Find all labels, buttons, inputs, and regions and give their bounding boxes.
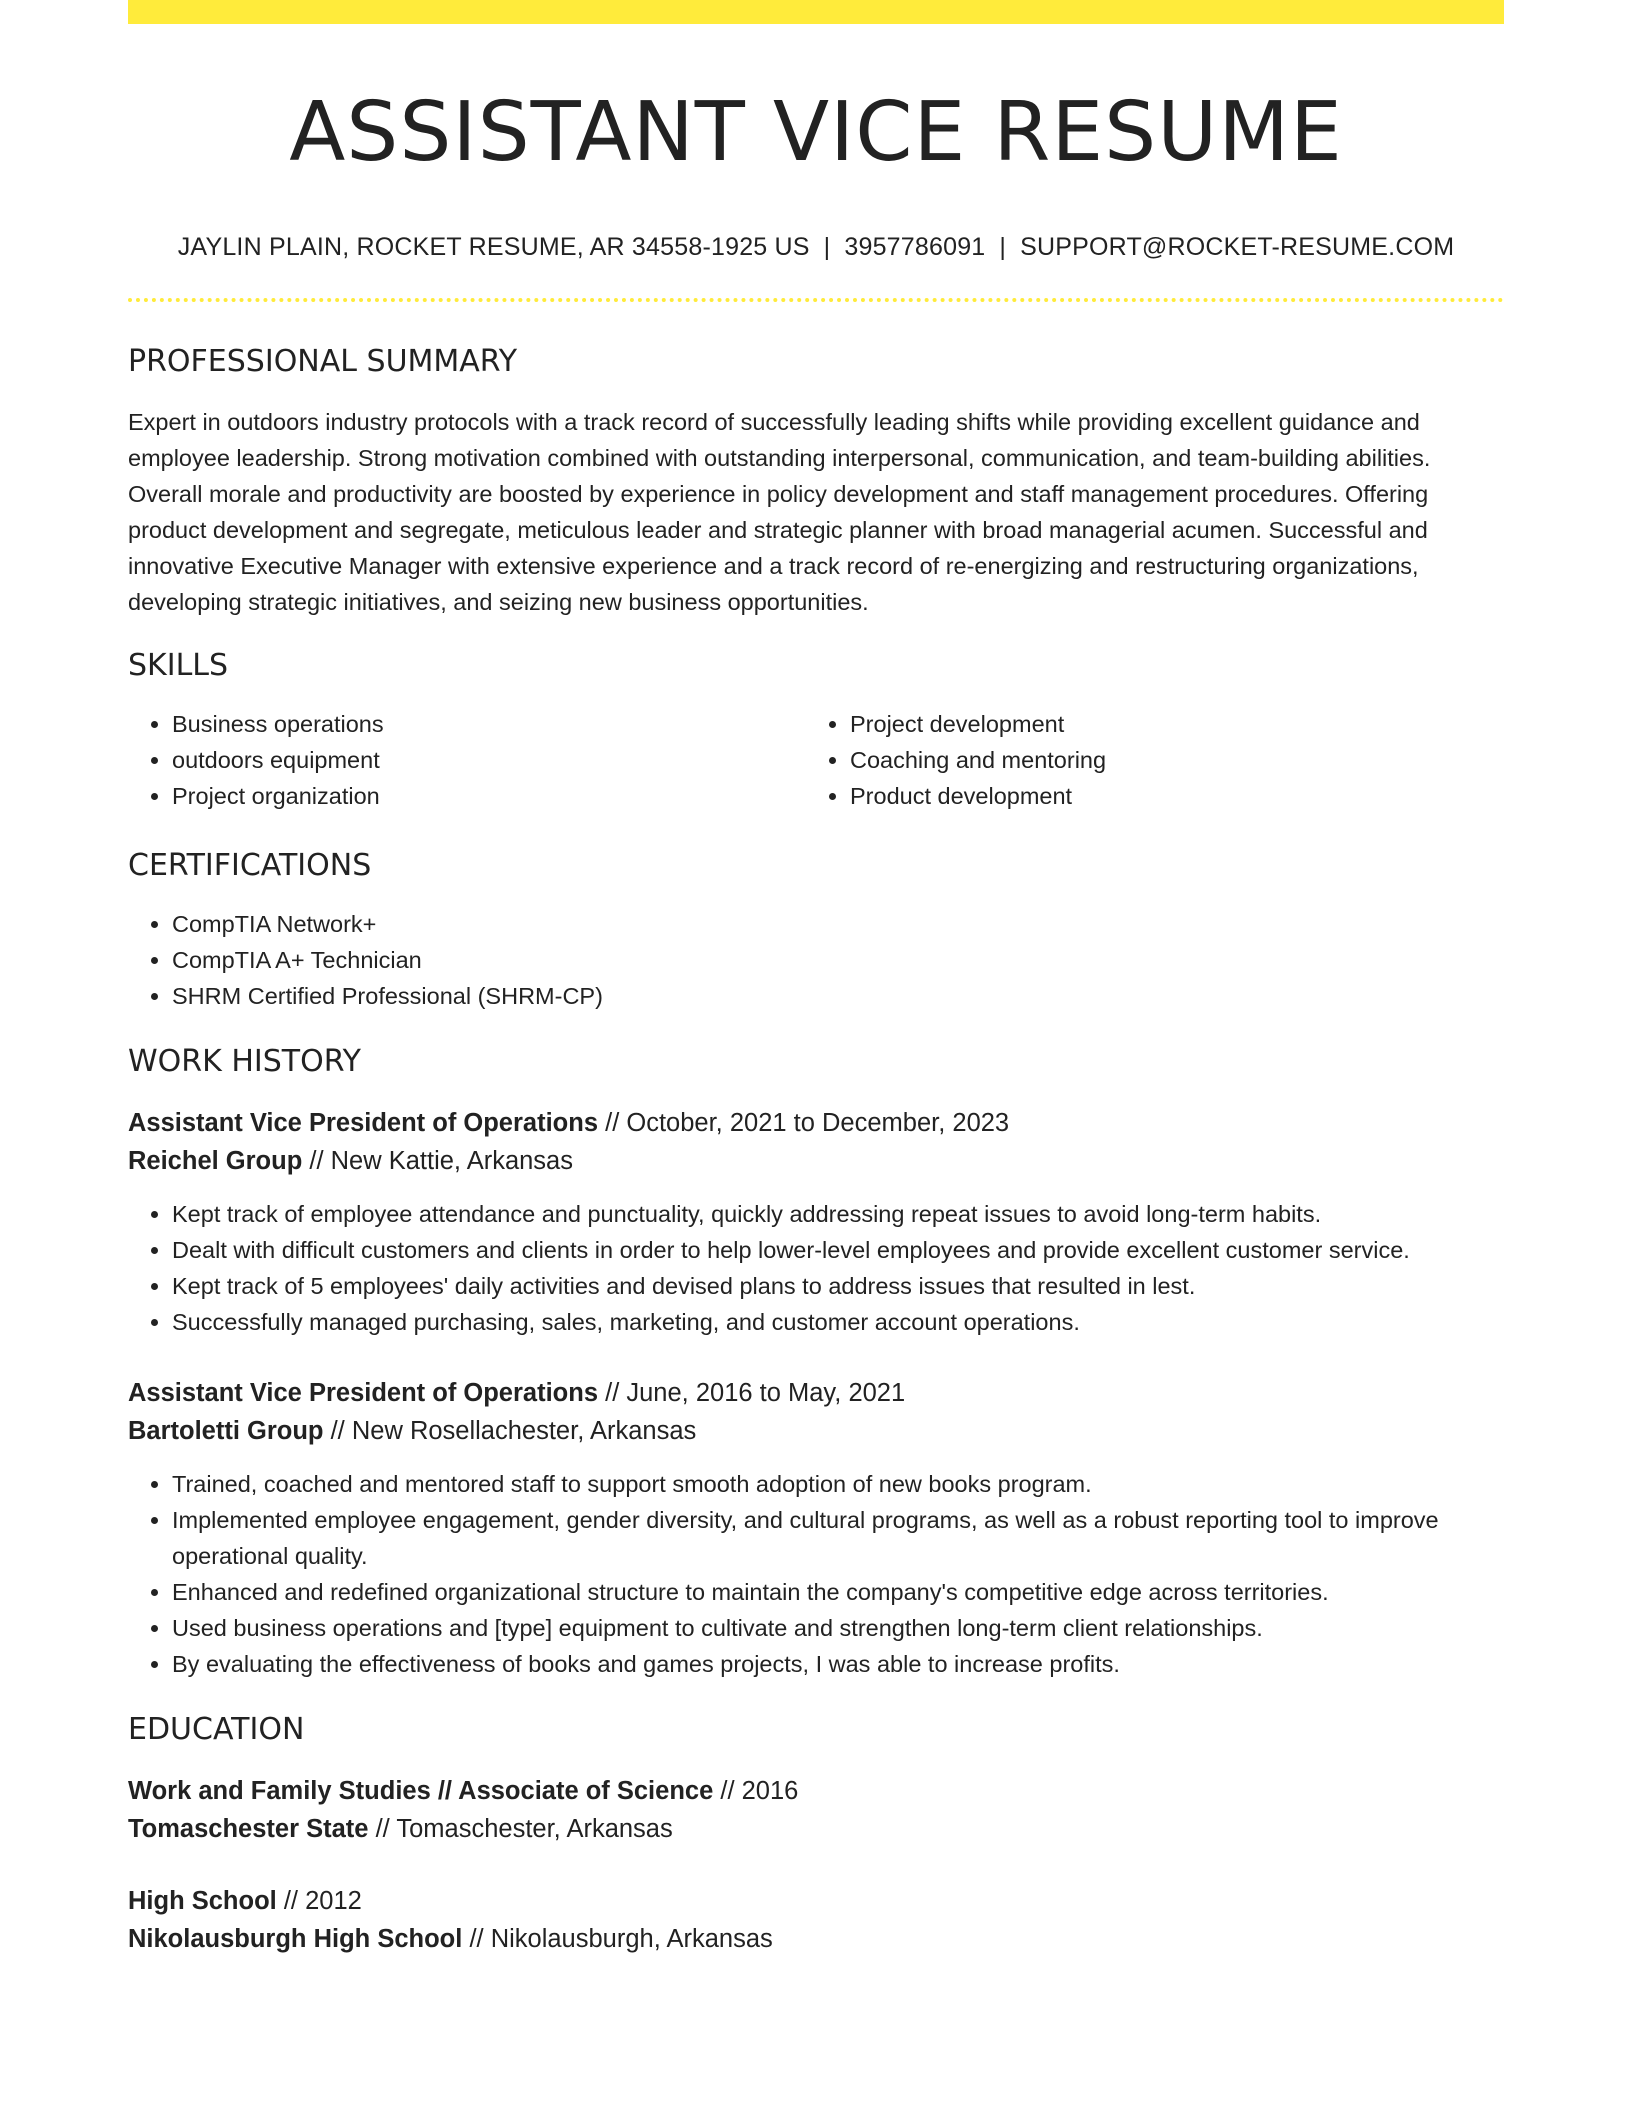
job-entry xyxy=(128,1104,1504,1340)
education-degree-line xyxy=(128,1772,1504,1810)
skill-item: • Project development xyxy=(850,706,1484,742)
job-bullet: • Kept track of 5 employees' daily activities and devised plans to address issues that resulted in lest. xyxy=(172,1268,1504,1304)
skill-item: • outdoors equipment xyxy=(172,742,806,778)
skills-list-left xyxy=(128,706,806,814)
education-year: // 2016 xyxy=(720,1777,799,1806)
education-year: // 2012 xyxy=(283,1887,362,1916)
job-company-line xyxy=(128,1412,1504,1450)
job-dates: // October, 2021 to December, 2023 xyxy=(605,1109,1010,1138)
education-degree-line xyxy=(128,1882,1504,1920)
certification-item: • CompTIA A+ Technician xyxy=(172,942,1504,978)
education-location: // Nikolausburgh, Arkansas xyxy=(469,1925,773,1954)
job-dates: // June, 2016 to May, 2021 xyxy=(605,1379,906,1408)
skills-section xyxy=(128,648,1504,814)
job-bullet: • Kept track of employee attendance and punctuality, quickly addressing repeat issues to avoid long-term habits. xyxy=(172,1196,1504,1232)
job-location: // New Rosellachester, Arkansas xyxy=(330,1417,697,1446)
job-entry xyxy=(128,1374,1504,1682)
job-bullet: • Used business operations and [type] equipment to cultivate and strengthen long-term client relationships. xyxy=(172,1610,1504,1646)
summary-section xyxy=(128,344,1504,620)
section-heading: EDUCATION xyxy=(128,1712,305,1748)
contact-separator: | xyxy=(999,233,1007,262)
skill-item: • Product development xyxy=(850,778,1484,814)
contact-line xyxy=(128,232,1504,262)
certifications-section xyxy=(128,848,1504,1014)
certification-item: • CompTIA Network+ xyxy=(172,906,1504,942)
contact-email: SUPPORT@ROCKET-RESUME.COM xyxy=(1020,233,1455,262)
job-bullet: • Enhanced and redefined organizational structure to maintain the company's competitive edge across territories. xyxy=(172,1574,1504,1610)
education-school: Tomaschester State xyxy=(128,1815,369,1844)
education-school-line xyxy=(128,1810,1504,1848)
job-bullet: • Trained, coached and mentored staff to support smooth adoption of new books program. xyxy=(172,1466,1504,1502)
skills-list-right xyxy=(806,706,1484,814)
job-title: Assistant Vice President of Operations xyxy=(128,1109,599,1138)
job-bullets xyxy=(128,1466,1504,1682)
education-degree: High School xyxy=(128,1887,277,1916)
contact-separator: | xyxy=(823,233,831,262)
education-degree: Work and Family Studies // Associate of Science xyxy=(128,1777,714,1806)
section-heading: PROFESSIONAL SUMMARY xyxy=(128,344,518,380)
section-heading: WORK HISTORY xyxy=(128,1044,361,1080)
summary-text: Expert in outdoors industry protocols with a track record of successfully leading shifts while providing excellent guidance and employee leadership. Strong motivation combined with outstanding interpersonal, communication, and team-building abilities. Overall morale and productivity are boosted by experience in policy development and staff management procedures. Offering product development and segregate, meticulous leader and strategic planner with broad managerial acumen. Successful and innovative Executive Manager with extensive experience and a track record of re-energizing and restructuring organizations, developing strategic initiatives, and seizing new business opportunities. xyxy=(128,409,1431,616)
education-school: Nikolausburgh High School xyxy=(128,1925,463,1954)
job-title-line xyxy=(128,1374,1504,1412)
skill-item: • Business operations xyxy=(172,706,806,742)
resume-title: ASSISTANT VICE RESUME xyxy=(289,85,1343,180)
skill-item: • Coaching and mentoring xyxy=(850,742,1484,778)
job-company: Bartoletti Group xyxy=(128,1417,324,1446)
certifications-list xyxy=(128,906,1504,1014)
section-heading: SKILLS xyxy=(128,648,229,684)
job-title: Assistant Vice President of Operations xyxy=(128,1379,599,1408)
accent-bar xyxy=(128,0,1504,24)
certification-item: • SHRM Certified Professional (SHRM-CP) xyxy=(172,978,1504,1014)
skills-columns xyxy=(128,684,1504,814)
job-bullet: • Successfully managed purchasing, sales, marketing, and customer account operations. xyxy=(172,1304,1504,1340)
job-location: // New Kattie, Arkansas xyxy=(309,1147,573,1176)
work-section xyxy=(128,1044,1504,1682)
education-school-line xyxy=(128,1920,1504,1958)
education-location: // Tomaschester, Arkansas xyxy=(375,1815,673,1844)
dotted-divider xyxy=(128,298,1504,302)
job-bullet: • Implemented employee engagement, gender diversity, and cultural programs, as well as a robust reporting tool to improve operational quality. xyxy=(172,1502,1504,1574)
education-entry xyxy=(128,1882,1504,1958)
job-bullets xyxy=(128,1196,1504,1340)
job-company: Reichel Group xyxy=(128,1147,303,1176)
education-section xyxy=(128,1712,1504,1958)
contact-phone: 3957786091 xyxy=(844,233,986,262)
job-company-line xyxy=(128,1142,1504,1180)
job-title-line xyxy=(128,1104,1504,1142)
contact-address: JAYLIN PLAIN, ROCKET RESUME, AR 34558-1925 US xyxy=(177,233,810,262)
job-bullet: • By evaluating the effectiveness of books and games projects, I was able to increase profits. xyxy=(172,1646,1504,1682)
job-bullet: • Dealt with difficult customers and clients in order to help lower-level employees and provide excellent customer service. xyxy=(172,1232,1504,1268)
education-entry xyxy=(128,1772,1504,1848)
resume-page xyxy=(128,0,1504,1958)
skill-item: • Project organization xyxy=(172,778,806,814)
section-heading: CERTIFICATIONS xyxy=(128,848,372,884)
